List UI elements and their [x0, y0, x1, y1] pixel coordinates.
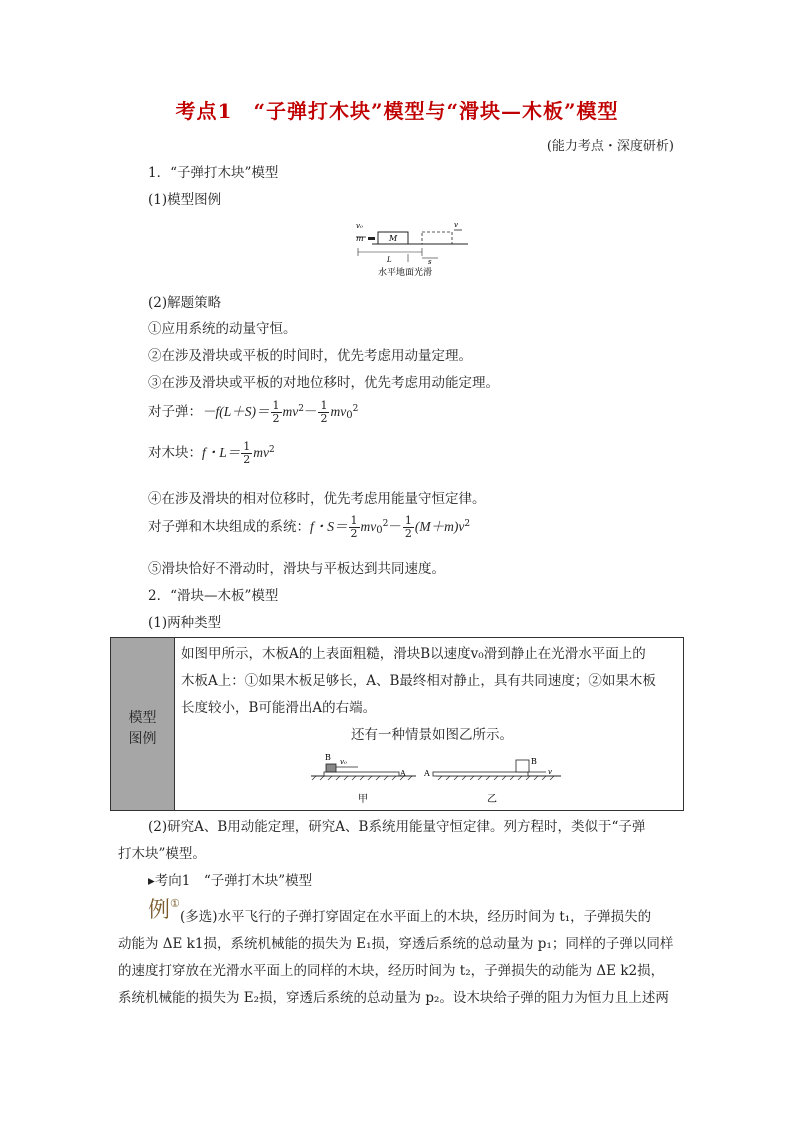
- example-line-2: 动能为 ΔE k1损，系统机械能的损失为 E₁损，穿透后系统的总动量为 p₁；同样的子弹以同样: [118, 936, 674, 952]
- board-A-yi: [433, 772, 528, 776]
- example-line-4: 系统机械能的损失为 E₂损，穿透后系统的总动量为 p₂。设木块给子弹的阻力为恒力且上述两: [118, 990, 669, 1006]
- slider-B-jia: [326, 764, 336, 772]
- block-M-final: [422, 232, 452, 244]
- section-tag: (能力考点・深度研析): [546, 139, 674, 154]
- table-head-2: 图例: [128, 731, 157, 747]
- figure-yi-label: 乙: [487, 794, 497, 805]
- section-2-sub1: (1)两种类型: [148, 615, 222, 631]
- section-2-sub2-line1: (2)研究A、B用动能定理，研究A、B系统用能量守恒定律。列方程时，类似于“子弹: [148, 819, 646, 835]
- eq-label: 对子弹：: [148, 404, 202, 420]
- example-line-3: 的速度打穿放在光滑水平面上的同样的木块，经历时间为 t₂，子弹损失的动能为 ΔE k2损，: [118, 963, 665, 979]
- example-line-1: (多选)水平飞行的子弹打穿固定在水平面上的木块，经历时间为 t₁，子弹损失的: [180, 909, 652, 925]
- strategy-1: ①应用系统的动量守恒。: [148, 321, 297, 337]
- M-label: M: [389, 234, 398, 243]
- eq-left: －f(L＋S)＝: [202, 404, 270, 419]
- equation-bullet: 对子弹：－f(L＋S)＝ $\frac{1}{2}$ $mv^2-$ $\frac{1}{2}$ $mv_0^2$: [148, 399, 359, 425]
- L-label: L: [387, 256, 392, 264]
- section-1-sub2: (2)解题策略: [148, 295, 222, 311]
- label-A: A: [424, 769, 430, 778]
- label-B: B: [531, 757, 537, 766]
- table-head-cell: [111, 638, 175, 810]
- section-2-heading: 2．“滑块—木板”模型: [148, 588, 279, 604]
- slider-board-figures: [306, 748, 671, 808]
- strategy-4: ④在涉及滑块的相对位移时，优先考虑用能量守恒定律。: [148, 491, 486, 507]
- fraction: $\frac{1}{2}$: [350, 514, 358, 540]
- table-line-3: 长度较小，B可能滑出A的右端。: [181, 700, 377, 716]
- slider-B-yi: [516, 760, 529, 772]
- s-label: s: [428, 258, 432, 266]
- label-v: v: [548, 768, 552, 776]
- kaoxiang-heading: ▸考向1 “子弹打木块”模型: [148, 873, 313, 889]
- fraction: $\frac{1}{2}$: [272, 399, 280, 425]
- label-A: A: [400, 769, 406, 778]
- example-mark: 例①: [148, 897, 180, 923]
- section-2-sub2-line2: 打木块”模型。: [118, 846, 206, 862]
- label-v0: v₀: [340, 758, 347, 766]
- model-table: [110, 637, 684, 811]
- bullet: [368, 237, 375, 240]
- table-line-1: 如图甲所示，木板A的上表面粗糙，滑块B以速度v₀滑到静止在光滑水平面上的: [181, 646, 646, 662]
- page-title: 考点1 “子弹打木块”模型与“滑块—木板”模型: [175, 99, 619, 123]
- section-1-sub1: (1)模型图例: [148, 192, 222, 208]
- table-head-1: 模型: [128, 710, 157, 726]
- fraction: $\frac{1}{2}$: [404, 514, 412, 540]
- label-B: B: [325, 753, 331, 762]
- v0-label: v₀: [356, 222, 363, 230]
- board-A-jia: [324, 772, 399, 776]
- strategy-5: ⑤滑块恰好不滑动时，滑块与平板达到共同速度。: [148, 561, 445, 577]
- strategy-2: ②在涉及滑块或平板的时间时，优先考虑用动量定理。: [148, 348, 472, 364]
- equation-system: 对子弹和木块组成的系统：f・S＝ $\frac{1}{2}$ $mv_0^2-$ $\frac{1}{2}$ $(M+m)v^2$: [148, 514, 471, 540]
- table-line-2: 木板A上：①如果木板足够长，A、B最终相对静止，具有共同速度；②如果木板: [181, 673, 656, 689]
- bullet-block-figure: [350, 218, 470, 278]
- equation-block: 对木块：f・L＝ $\frac{1}{2}$ $mv^2$: [148, 440, 275, 466]
- fraction: $\frac{1}{2}$: [320, 399, 328, 425]
- strategy-3: ③在涉及滑块或平板的对地位移时，优先考虑用动能定理。: [148, 375, 499, 391]
- figure-jia-label: 甲: [358, 794, 368, 805]
- fraction: $\frac{1}{2}$: [243, 440, 251, 466]
- v-label: v: [454, 221, 458, 229]
- table-line-4: 还有一种情景如图乙所示。: [351, 727, 513, 743]
- section-1-heading: 1．“子弹打木块”模型: [148, 165, 279, 181]
- m-label: m: [356, 234, 364, 243]
- figure-caption: 水平地面光滑: [378, 268, 433, 278]
